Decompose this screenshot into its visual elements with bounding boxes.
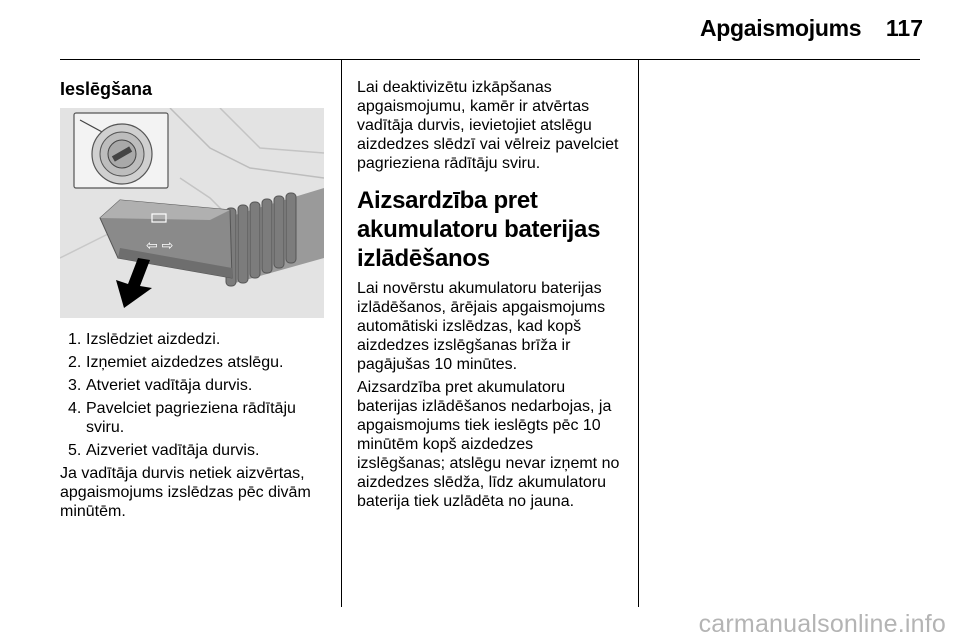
page-number: 117 <box>885 15 923 41</box>
lever-drawing <box>60 108 324 318</box>
body-paragraph: Lai novērstu akumulatoru baterijas izlādēšanos, ārējais apgaismojums automātiski izslēdzas, kad kopš aizdedzes izslēgšanas brīža ir pagājušas 10 minūtes. <box>357 280 606 373</box>
column-divider-2 <box>638 60 639 607</box>
body-paragraph: Ja vadītāja durvis netiek aizvērtas, apgaismojums izslēdzas pēc divām minūtēm. <box>60 465 311 520</box>
watermark: carmanualsonline.info <box>698 610 946 638</box>
middle-column <box>357 78 625 515</box>
header-rule <box>60 59 920 60</box>
body-paragraph: Aizsardzība pret akumulatoru baterijas izlādēšanos nedarbojas, ja apgaismojums tiek ieslēgts pēc 10 minūtēm kopš aizdedzes izslēgšanas; atslēgu nevar izņemt no aizdedzes slēdža, līdz akumulatoru baterija tiek uzlādēta no jauna. <box>357 379 620 510</box>
ignition-lever-illustration <box>60 108 324 318</box>
list-item: 5. Aizveriet vadītāja durvis. <box>68 442 260 459</box>
section-title: Apgaismojums <box>700 15 862 41</box>
list-item: 4. Pavelciet pagrieziena rādītāju sviru. <box>68 400 296 436</box>
section-heading: Ieslēgšana <box>60 79 153 99</box>
list-item: 3. Atveriet vadītāja durvis. <box>68 377 253 394</box>
svg-text:⇦ ⇨: ⇦ ⇨ <box>146 237 174 253</box>
intro-paragraph: Lai deaktivizētu izkāpšanas apgaismojumu, kamēr ir atvērtas vadītāja durvis, ievietojiet atslēgu aizdedzes slēdzī vai vēlreiz pavelciet pagrieziena rādītāju sviru. <box>357 79 619 172</box>
left-column <box>60 79 328 525</box>
list-item: 2. Izņemiet aizdedzes atslēgu. <box>68 354 284 371</box>
section-heading-large: Aizsardzība pret akumulatoru baterijas izlādēšanos <box>357 187 601 272</box>
column-divider-1 <box>341 60 342 607</box>
steps-list <box>60 330 328 460</box>
list-item: 1. Izslēdziet aizdedzi. <box>68 331 221 348</box>
